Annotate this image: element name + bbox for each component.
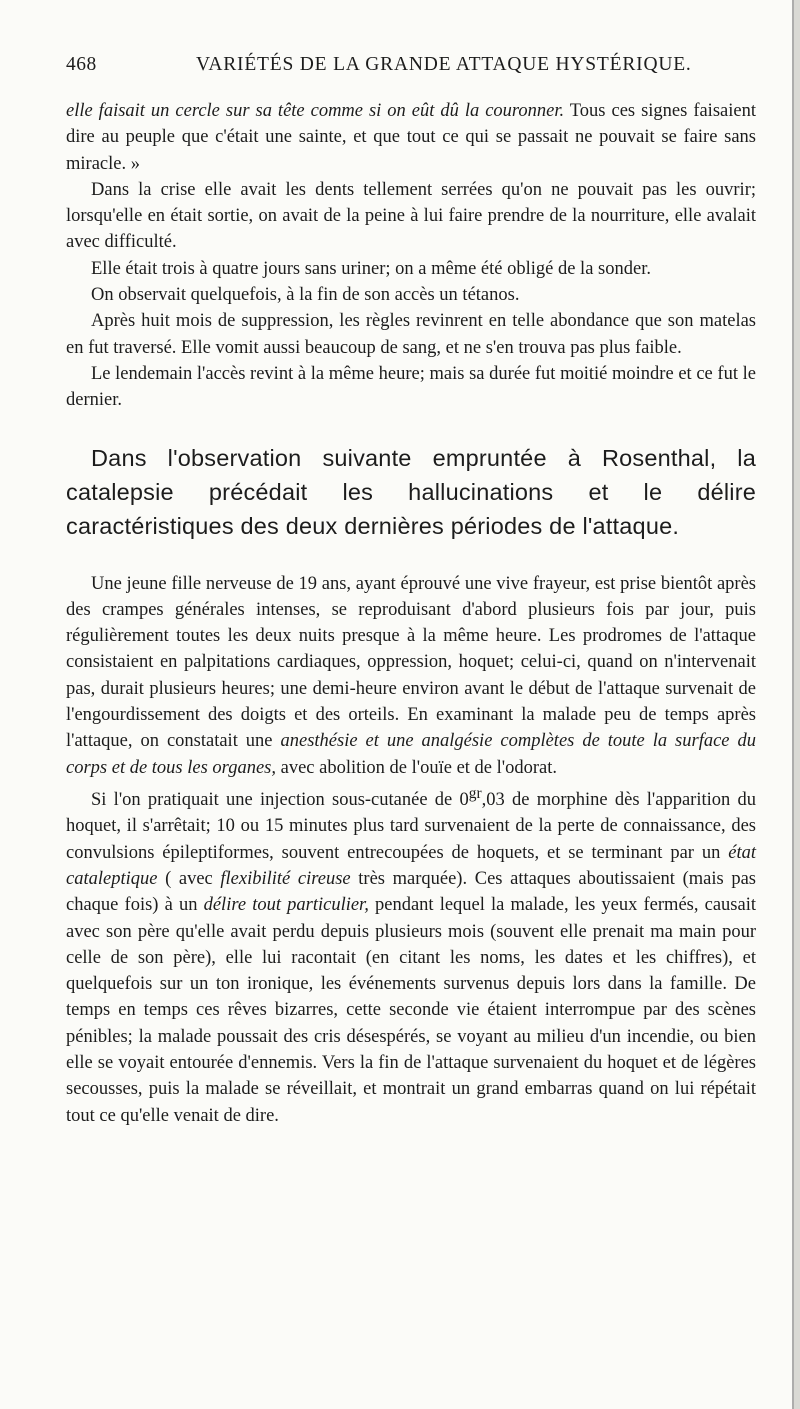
- paragraph-text: Tous ces signes faisaient dire au peuple que c'était une sainte, et que tout ce qui se passait ne pouvait se faire sans miracle. »: [66, 101, 756, 174]
- italic-text: flexibilité cireuse: [220, 868, 351, 889]
- paragraph-text: Si l'on pratiquait une injection sous-cutanée de 0: [91, 790, 469, 811]
- paragraph-text: Une jeune fille nerveuse de 19 ans, ayant éprouvé une vive frayeur, est prise bientôt après des crampes générales intenses, se reproduisant d'abord plusieurs fois par jour, puis régulièrement toutes les deux nuits presque à la même heure. Les prodromes de l'attaque consistaient en palpitations cardiaques, oppression, hoquet; celui-ci, quand on n'intervenait pas, durait plusieurs heures; une demi-heure environ avant le début de l'attaque survenait de l'engourdissement des doigts et des orteils. En examinant la malade peu de temps après l'attaque, on constatait une: [66, 573, 756, 752]
- book-page: [66, 54, 756, 1129]
- running-head: [66, 54, 756, 76]
- italic-text: délire tout particulier,: [203, 895, 369, 916]
- paragraph-text: ( avec: [157, 868, 221, 889]
- paragraph-text: très marquée). Ces attaques aboutissaient (mais pas chaque fois) à un: [66, 868, 756, 916]
- paragraph: Le lendemain l'accès revint à la même heure; mais sa durée fut moitié moindre et ce fut le dernier.: [66, 363, 756, 411]
- page-edge-shade: [794, 0, 800, 1409]
- superscript-unit: gr: [468, 784, 482, 802]
- paragraph-text: ,03 de morphine dès l'apparition du hoquet, il s'arrêtait; 10 ou 15 minutes plus tard survenaient de la perte de connaissance, des convulsions épileptiformes, souvent entrecoupées de hoquets, et se terminant par un: [66, 790, 756, 863]
- text-section-1: [66, 98, 756, 414]
- paragraph: Après huit mois de suppression, les règles revinrent en telle abondance que son matelas en fut traversé. Elle vomit aussi beaucoup de sang, et ne s'en trouva pas plus faible.: [66, 311, 756, 358]
- paragraph: Elle était trois à quatre jours sans uriner; on a même été obligé de la sonder.: [91, 258, 651, 279]
- paragraph: [66, 571, 756, 781]
- page-number: 468: [66, 54, 97, 75]
- paragraph-text: pendant lequel la malade, les yeux fermés, causait avec son père qu'elle avait perdu depuis plusieurs mois (souvent elle prenait ma main pour celle de son père), elle lui racontait (en citant les noms, les dates et les chiffres), et quelquefois sur un ton ironique, les événements survenus depuis lors dans la famille. De temps en temps ces rêves bizarres, cette seconde vie étaient interrompue par des scènes pénibles; la malade poussait des cris désespérés, se voyant au milieu d'un incendie, ou bien elle se voyait entourée d'ennemis. Vers la fin de l'attaque survenaient du hoquet et de légères secousses, puis la malade se réveillait, et montrait un grand embarras quand on lui répétait tout ce qu'elle venait de dire.: [66, 895, 756, 1126]
- page-edge-line: [792, 0, 794, 1409]
- paragraph-text: avec abolition de l'ouïe et de l'odorat.: [276, 757, 557, 778]
- paragraph: Dans la crise elle avait les dents tellement serrées qu'on ne pouvait pas les ouvrir; lorsqu'elle en était sortie, on avait de la peine à lui faire prendre de la nourriture, elle avalait avec difficulté.: [66, 179, 756, 253]
- italic-text: état cataleptique: [66, 842, 756, 889]
- running-title: VARIÉTÉS DE LA GRANDE ATTAQUE HYSTÉRIQUE.: [196, 54, 692, 75]
- italic-text: elle faisait un cercle sur sa tête comme si on eût dû la couronner.: [66, 101, 565, 121]
- paragraph: On observait quelquefois, à la fin de son accès un tétanos.: [91, 285, 520, 306]
- section-heading: Dans l'observation suivante empruntée à Rosenthal, la catalepsie précédait les hallucinations et le délire caractéristiques des deux dernières périodes de l'attaque.: [66, 444, 756, 539]
- paragraph: [66, 98, 756, 177]
- italic-text: anesthésie et une analgésie complètes de toute la surface du corps et de tous les organes,: [66, 731, 756, 778]
- text-section-2: [66, 571, 756, 1129]
- paragraph: [66, 781, 756, 1129]
